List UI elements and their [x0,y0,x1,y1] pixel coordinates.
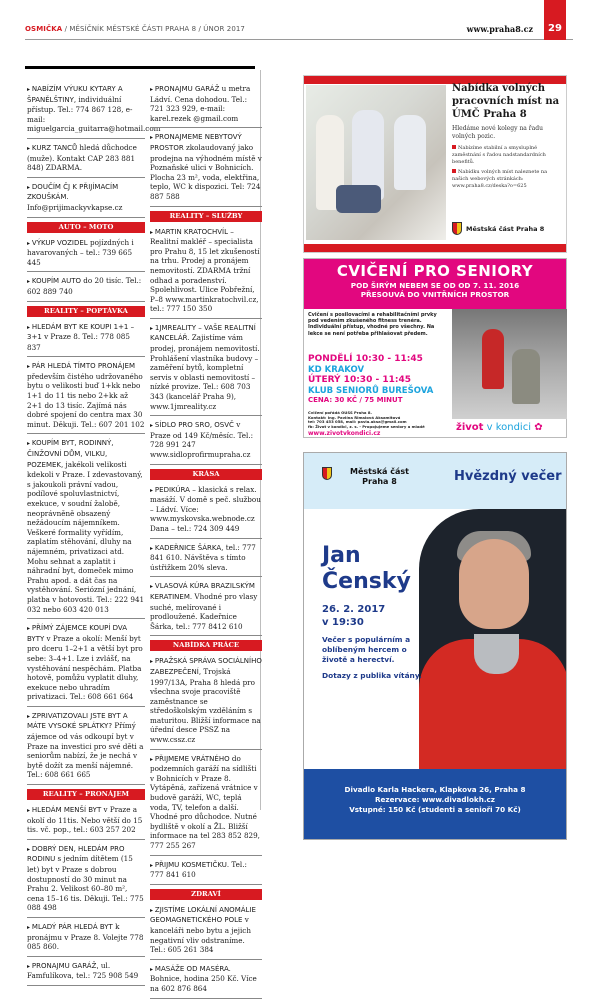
classified-ads-list [27,238,145,302]
schedule-place-1: KD KRAKOV [308,365,365,375]
site-link[interactable]: www.praha8.cz [466,24,533,34]
classified-ad [27,361,145,434]
seniors-exercise-ad [303,258,567,438]
ad-headline: ▸ KADEŘNICE ŠÁRKA, [150,544,223,552]
classified-ad [27,322,145,358]
classified-ad [150,420,262,464]
ad-headline: ▸ DOBRÝ DEN, HLEDÁM PRO RODINU [27,845,125,864]
ad-headline: ▸ VÝKUP VOZIDEL [27,239,88,247]
ad-headline: ▸ DOUČÍM ČJ K PŘIJÍMACÍM ZKOUŠKÁM. [27,183,118,202]
classified-ad [27,238,145,273]
ad-headline: ▸ HLEDÁM MENŠÍ BYT [27,806,101,814]
ad-body: Zajistíme vám prodej, pronájem nemovitostí. Prohlášení vlastníka budovy – zaměření bytů, kompletní servis v oblasti nemovitostí – nízké provize. Tel.: 608 703 343 (kancelář Praha 9), www.1jmreality.cz [150,333,260,411]
ad-body: Bohnice, hodina 250 Kč. Více na 602 876 864 [150,974,257,993]
classified-ad [150,485,262,539]
district-logo: Městská část Praha 8 [452,222,544,235]
section-header-nabidka-prace: NABÍDKA PRÁCE [150,640,262,651]
ad-headline: ▸ KOUPÍM AUTO [27,277,81,285]
office-workers-photo [306,85,446,240]
section-header-auto-moto: AUTO – MOTO [27,222,145,233]
ad-body: v Praze od 149 Kč/měsíc. Tel.: 728 991 247 www.sidloprofirmupraha.cz [150,420,254,459]
venue-info [304,769,566,839]
ad-body: – Realitní makléř – specialista pro Prahu 8, 15 let zkušeností na trhu. Prodej a pronájem nemovitostí. ZDARMA tržní odhad a poradenství. Spolehlivost. Ulice Pobřežní, P–8 www.martinkratochvil.cz, tel.: 777 150 350 [150,226,260,314]
classified-ad [150,227,262,319]
ad-body: v kanceláři nebo bytu a jejich negativní vliv odstraníme. Tel.: 605 261 384 [150,915,251,955]
zivot-v-kondici-logo: život v kondici ✿ [456,422,543,433]
ad-headline: ▸ HLEDÁM BYT KE KOUPI 1+1 – 3+1 [27,323,134,342]
reservation-link[interactable]: Rezervace: www.divadlokh.cz [374,795,495,804]
ad-body: u metra Ládví. Cena dohodou. Tel.: 721 323 929, e-mail: karel.rezek @gmail.com [150,84,251,123]
ad-body: zkolaudovaný jako prodejna na výhodném místě v Poznaňské ulici v Bohnicích. Plocha 23 m², voda, elektřina, teplo, WC k dispozici. Tel: 724 887 588 [150,142,262,201]
schedule-place-2: KLUB SENIORŮ BUREŠOVA [308,386,434,396]
classified-ad [150,860,262,885]
ad-headline: ▸ PŘIJMU KOSMETIČKU. [150,861,229,869]
face [459,539,529,629]
district-name: Městská část Praha 8 [350,467,409,486]
page-header [25,20,573,40]
event-datetime: 26. 2. 2017 v 19:30 [322,604,386,628]
ad-headline: ▸ ZPRIVATIZOVALI JSTE BYT A MÁTE VYSOKÉ SPLÁTKY? [27,712,128,731]
ad-headline: ▸ PRONAJMEME NEBYTOVÝ PROSTOR [150,133,242,152]
job-ad-text [452,82,564,194]
collar [474,634,519,674]
ad-body: s jedním dítětem (15 let) byt v Praze s dobrou dostupností do 30 minut na Prahu 2. Velikost 60–80 m², cena 15–16 tis. Děkuji. Tel.: 775 088 498 [27,854,144,913]
ad-body: do podzemních garáží na sídlišti v Bohnicích v Praze 8. Vytápěná, zařízená vrátnice v budově garáží, WC, teplá voda, TV, telefon a další. Vhodné pro důchodce. Nutné bydliště v okolí a ŽL. Bližší informace na tel 283 852 829, 777 255 267 [150,753,260,850]
ad-body: Info@prijimackyvkapse.cz [27,202,123,212]
star-ad-header [304,453,566,509]
publication-brand: OSMIČKA [25,25,63,33]
star-evening-ad [303,452,567,840]
job-ad-bullet: Nabízíme stabilní a smysluplné zaměstnání s řadou nadstandardních benefitů. [452,145,546,165]
classified-ad [27,844,145,918]
section-header-reality-pronajem: REALITY – PRONÁJEM [27,789,145,800]
classifieds-column-1 [27,84,161,990]
bullet-square-icon [452,169,456,173]
classified-ads-list [27,322,145,786]
person-figure [394,115,426,190]
classified-ad [27,805,145,840]
classified-ad [150,754,262,856]
venue-address: Divadlo Karla Hackera, Klapkova 26, Praha 8 [344,785,526,794]
ad-headline: ▸ KOUPÍM BYT, RODINNÝ, ČINŽOVNÍ DŮM, VILKU, POZEMEK, [27,439,114,468]
ad-headline: ▸ MARTIN KRATOCHVÍL [150,228,228,236]
actor-name: Jan Čenský [322,543,411,594]
red-bottom-bar [304,244,566,252]
classified-ads-list [150,485,262,637]
ad-body: do 20 tisíc. Tel.: 602 889 740 [27,276,142,296]
classified-ad [27,276,145,301]
classified-ad [27,143,145,178]
job-ad-subtitle: Hledáme nové kolegy na řadu volných pozic. [452,125,543,140]
event-description: Večer s populárním a oblíbeným hercem o životě a herectví. Dotazy z publika vítány. [322,635,422,680]
classified-ad [150,964,262,999]
classified-ads-list [27,805,145,986]
classified-ad [27,961,145,986]
ad-body: pojízdných i havarovaných – tel.: 739 665 445 [27,237,134,267]
ad-body: – klasická s relax. masáží. V domě s peč. službou – Ládví. Více: www.myskovska.webnode.cz Dana – tel.: 724 309 449 [150,484,261,533]
senior-figure [512,349,540,404]
classified-ad [150,323,262,416]
classified-ads-list [150,227,262,465]
classified-ad [27,84,161,139]
ad-headline: ▸ SÍDLO PRO SRO, OSVČ [150,421,234,429]
ad-body: k pronájmu v Praze 8. Volejte 778 085 860. [27,921,144,952]
classified-ad [150,656,262,749]
classifieds-column-2 [150,84,262,1003]
seniors-ad-description: Cvičení s posilovacími a rehabilitačními prvky pod vedením zkušeného fitness trenéra. Individuální přístup, vhodné pro všechny. Na lekce se není potřeba přihlašovat předem. [308,312,437,337]
ad-headline: ▸ PÁR HLEDÁ TÍMTO PRONÁJEM [27,362,135,370]
classified-ad [27,623,145,707]
classified-ad [27,438,145,619]
classified-ad [150,132,262,206]
ad-body: v Praze a okolí do 11tis. Nebo větší do 15 tis. vč. pop., tel.: 603 257 202 [27,805,143,835]
ad-headline: ▸ PRONAJMU GARÁŽ, [27,962,99,970]
classified-ad [27,922,145,957]
classified-ads-list [27,84,161,218]
publication-title [25,25,245,33]
heart-person-icon: ✿ [534,422,543,433]
schedule-day-monday: PONDĚLÍ 10:30 - 11:45 [308,354,423,364]
page-number: 29 [544,0,566,40]
section-header-krasa: KRÁSA [150,469,262,480]
seniors-ad-line3: PŘESOUVÁ DO VNITŘNÍCH PROSTOR [360,290,510,299]
ad-body: individuální přístup. Tel.: 774 867 128, e-mail: miguelgarcia_guitarra@hotmail.com [27,94,161,134]
classified-ad [27,711,145,785]
event-series-title: Hvězdný večer [454,469,562,484]
classified-ads-list [150,656,262,884]
publication-subtitle: / MĚSÍČNÍK MĚSTSKÉ ČÁSTI PRAHA 8 / ÚNOR 2017 [62,25,245,33]
job-ad-bullet: Nabídku volných míst naleznete na našich webových stránkách: www.praha8.cz/deska?o=625 [452,169,548,189]
job-ad-title: Nabídka volných pracovních míst na ÚMČ Praha 8 [452,83,560,120]
coat-of-arms-icon [452,222,462,235]
ad-headline: ▸ MLADÝ PÁR HLEDÁ BYT [27,923,113,931]
ad-body: Tel.: 777 841 610 [150,859,247,880]
classified-ad [150,84,262,128]
classified-ad [150,543,262,578]
seniors-exercising-photo [452,309,567,419]
seniors-ad-website[interactable]: www.zivotvkondici.cz [308,430,381,437]
person-figure [336,185,381,213]
ad-headline: ▸ NABÍZÍM VÝUKU KYTARY A ŠPANĚLŠTINY, [27,85,123,104]
schedule-day-tuesday: ÚTERÝ 10:30 - 11:45 [308,375,411,385]
ad-headline: ▸ PŘÍMÝ ZÁJEMCE KOUPÍ DVA BYTY [27,624,127,643]
bullet-square-icon [452,145,456,149]
ad-body: tel.: 777 841 610. Návštěva s tímto ústřižkem 20% sleva. [150,542,256,572]
ad-body: v Praze 8. Tel.: 778 085 837 [27,332,130,352]
ad-headline: ▸ KURZ TANCŮ [27,144,77,152]
ad-body: především čistého udržovaného bytu o velikosti buď 1+kk nebo 1+1 do 11 tis nebo 2+kk až 2+1 do 13 tisíc. Zajímá nás dobré spojení do centra max 30 minut. Děkuji. Tel.: 607 201 102 [27,371,145,429]
ad-body: Přímý zájemce od vás odkoupí byt v Praze na investici pro své děti a seniorům nabízí, že je nechá v bytě dožít za menší nájemné. Tel.: 608 661 665 [27,721,144,780]
classified-ads-list [150,905,262,999]
section-header-zdravi: ZDRAVÍ [150,889,262,900]
ad-headline: ▸ ZJISTÍME LOKÁLNÍ ANOMÁLIE GEOMAGNETICKÉHO POLE [150,906,256,925]
ad-body: Vhodné pro vlasy suché, melírované i prodloužené. Kadeřnice Šárka, tel.: 777 8412 610 [150,591,258,631]
seniors-ad-banner [304,259,566,309]
seniors-ad-organizer: Cvičení pořádá OUSS Praha 8. Kontakt: Ing. Pavlína Rimalová Aksamitová tel: 703 453 058, mail: pavla.aksa@gmail.com fb: Život v kondici, z. s. - Propojujeme seniory a mladé [308,410,425,430]
section-header-reality-poptavka: REALITY – POPTÁVKA [27,306,145,317]
ad-headline: ▸ PEDIKÚRA [150,486,190,494]
seniors-ad-price: CENA: 30 KČ / 75 MINUT [308,396,403,404]
classified-ad [27,182,145,218]
seniors-ad-title: CVIČENÍ PRO SENIORY [336,262,534,280]
ad-headline: ▸ VLASOVÁ KÚRA BRAZILSKÝM KERATINEM. [150,582,255,601]
job-offer-ad [303,75,567,253]
coat-of-arms-icon [322,467,332,480]
ad-headline: ▸ PRAŽSKÁ SPRÁVA SOCIÁLNÍHO ZABEZPEČENÍ, [150,657,262,676]
classified-ad [150,581,262,636]
senior-figure [482,329,504,389]
actor-portrait [419,509,567,771]
seniors-ad-line2: POD ŠIRÝM NEBEM SE OD OD 7. 11. 2016 [350,281,520,290]
ad-headline: ▸ PŘIJMEME VRÁTNÉHO [150,755,230,763]
ad-body: v Praze a okolí: Menší byt pro dceru 1–2+1 a větší byt pro sebe: 3–4+1. Lze i zvlášť, na vystěhování nespěchám. Platba hotově, pomůžu vyplatit dluhy, exekuce nebo uhradím privatizaci. Tel.: 608 661 664 [27,633,143,702]
column-top-rule [25,66,255,69]
ad-body: hledá důchodce (muže). Kontakt CAP 283 881 848) ZDARMA. [27,142,137,173]
section-header-reality-sluzby: REALITY – SLUŽBY [150,211,262,222]
ad-body: jakékoli velikosti kdekoli v Praze. I zdevastovaný, s jakoukoli právní vadou, podílové spoluvlastnictví, exekuce, v soudní žalobě, neoprávněně obsazený nežádoucím nájemníkem. Veškeré formality vyřídím, zaplatím stěhování, dluhy na nájemném, privatizaci atd. Mohu sehnat a zaplatit i náhradní byt, domeček mimo Prahu apod. a dát čas na vystěhování. Seriózní jednání, platba v hotovosti. Tel.: 222 941 032 nebo 603 420 013 [27,459,145,614]
ad-headline: ▸ 1JMREALITY – VAŠE REALITNÍ KANCELÁŘ. [150,324,256,343]
classified-ads-list [150,84,262,207]
ad-headline: ▸ MASÁŽE OD MASÉRA. [150,965,231,973]
ad-body: ul. Famfulíkova, tel.: 725 908 549 [27,960,139,981]
seniors-ad-schedule [308,354,458,405]
classified-ad [150,905,262,960]
ad-body: Trojská 1997/13A, Praha 8 hledá pro všechna svoje pracoviště zaměstnance se středoškolským vzděláním s maturitou. Bližší informace na úřední desce PSSZ na www.cssz.cz [150,666,261,745]
ad-headline: ▸ PRONAJMU GARÁŽ [150,85,219,93]
entry-price: Vstupné: 150 Kč (studenti a senioři 70 Kč) [349,805,521,814]
